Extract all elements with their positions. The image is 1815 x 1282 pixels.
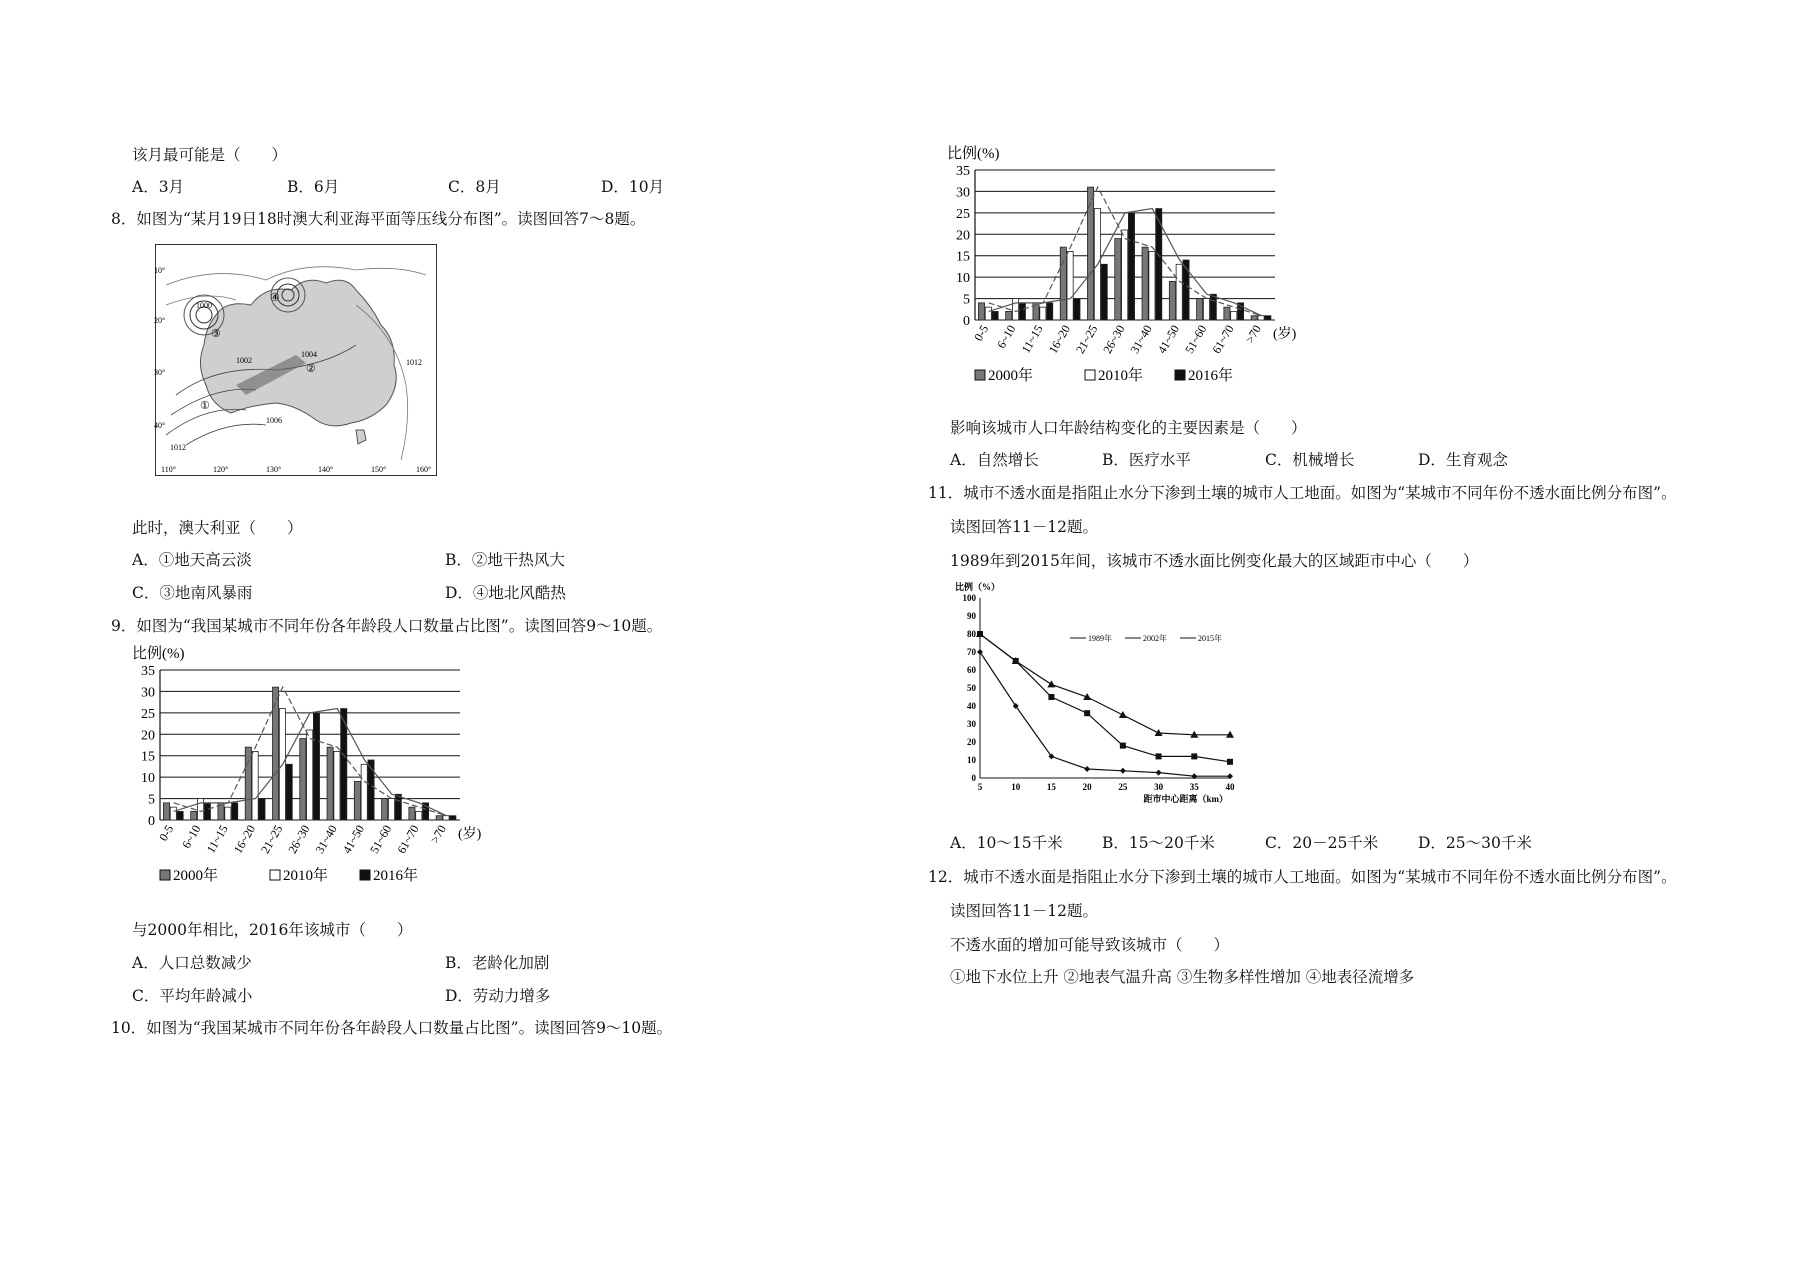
legend-swatch bbox=[975, 370, 985, 380]
data-point bbox=[1047, 680, 1055, 687]
x-tick-label: 11~15 bbox=[1018, 322, 1046, 356]
bar bbox=[300, 739, 306, 820]
bar bbox=[1019, 303, 1025, 320]
q8-option-b: B．②地干热风大 bbox=[445, 551, 565, 569]
impervious-surface-chart bbox=[955, 580, 1255, 810]
y-tick-label: 25 bbox=[141, 706, 155, 722]
bar bbox=[1115, 239, 1121, 320]
q7-option-a: A．3月 bbox=[132, 178, 185, 196]
isobar-label: 1002 bbox=[236, 356, 252, 365]
data-point bbox=[1156, 770, 1162, 776]
point-label-3: ③ bbox=[211, 328, 221, 340]
y-tick-label: 30 bbox=[956, 185, 970, 201]
bar bbox=[382, 799, 388, 820]
bar bbox=[1265, 316, 1271, 320]
data-point bbox=[1119, 711, 1127, 718]
lon-label: 150° bbox=[371, 465, 387, 474]
legend-swatch bbox=[1085, 370, 1095, 380]
x-tick-label: 41~50 bbox=[1154, 322, 1183, 356]
bar bbox=[1006, 311, 1012, 320]
point-label-1: ① bbox=[200, 400, 210, 412]
bar bbox=[1122, 230, 1128, 320]
bar bbox=[327, 747, 333, 820]
age-structure-chart-right bbox=[945, 140, 1315, 400]
q9-option-b: B．老龄化加剧 bbox=[445, 954, 550, 972]
bar bbox=[252, 751, 258, 820]
bar bbox=[1060, 247, 1066, 320]
bar bbox=[1258, 316, 1264, 320]
x-tick-label: 31~40 bbox=[312, 822, 340, 856]
bar bbox=[388, 799, 394, 820]
q11-stem: 1989年到2015年间，该城市不透水面比例变化最大的区域距市中心（ ） bbox=[950, 552, 1479, 570]
x-tick-label: 61~70 bbox=[394, 822, 422, 856]
legend-swatch bbox=[270, 870, 280, 880]
q8-option-d: D．④地北风酷热 bbox=[445, 584, 566, 602]
x-tick-label: 51~60 bbox=[367, 822, 395, 856]
bar bbox=[177, 811, 183, 820]
bar bbox=[1128, 213, 1134, 320]
x-tick-label: 10 bbox=[1011, 782, 1021, 792]
q10-option-a: A．自然增长 bbox=[950, 451, 1039, 469]
bar bbox=[416, 811, 422, 820]
isobar-map-svg bbox=[156, 245, 436, 475]
q8-title: 8．如图为“某月19日18时澳大利亚海平面等压线分布图”。读图回答7～8题。 bbox=[111, 210, 646, 228]
bar bbox=[1047, 303, 1053, 320]
bar bbox=[1176, 264, 1182, 320]
y-tick-label: 5 bbox=[963, 292, 970, 308]
bar bbox=[992, 311, 998, 320]
isobar-label: 1012 bbox=[406, 358, 422, 367]
bar bbox=[1169, 281, 1175, 320]
x-tick-label: 16~20 bbox=[1045, 322, 1074, 356]
data-point bbox=[1155, 729, 1163, 736]
isobar-map bbox=[155, 244, 437, 476]
y-axis-label: 比例（%） bbox=[955, 582, 1001, 592]
data-point bbox=[1120, 768, 1126, 774]
bar bbox=[334, 751, 340, 820]
y-tick-label: 15 bbox=[141, 749, 155, 765]
bar bbox=[978, 303, 984, 320]
bar bbox=[443, 816, 449, 820]
y-tick-label: 35 bbox=[956, 164, 970, 179]
x-axis-unit: (岁) bbox=[1273, 327, 1297, 342]
y-tick-label: 20 bbox=[141, 728, 155, 744]
q7-option-c: C．8月 bbox=[448, 178, 501, 196]
x-tick-label: 35 bbox=[1189, 782, 1199, 792]
bar bbox=[1101, 264, 1107, 320]
y-tick-label: 10 bbox=[967, 755, 976, 765]
bar bbox=[191, 811, 197, 820]
x-tick-label: 40 bbox=[1225, 782, 1235, 792]
q10-option-b: B．医疗水平 bbox=[1102, 451, 1191, 469]
bar bbox=[1040, 307, 1046, 320]
y-tick-label: 0 bbox=[963, 314, 970, 329]
x-tick-label: 15 bbox=[1046, 782, 1056, 792]
bar bbox=[1251, 316, 1257, 320]
q7-option-d: D．10月 bbox=[601, 178, 665, 196]
data-point bbox=[1227, 759, 1233, 765]
bar bbox=[409, 807, 415, 820]
legend-label: 2000年 bbox=[988, 368, 1034, 384]
legend-label: 2010年 bbox=[283, 868, 329, 884]
bar bbox=[307, 730, 313, 820]
x-tick-label: 6~10 bbox=[994, 322, 1019, 351]
bar bbox=[1231, 311, 1237, 320]
q12-stem: 不透水面的增加可能导致该城市（ ） bbox=[950, 936, 1230, 954]
lat-label: 10° bbox=[154, 266, 166, 275]
y-axis-label: 比例(%) bbox=[132, 646, 185, 662]
q11-option-b: B．15～20千米 bbox=[1102, 834, 1215, 852]
legend-label: 2002年 bbox=[1143, 634, 1167, 643]
x-tick-label: 21~25 bbox=[257, 822, 286, 856]
bar bbox=[361, 764, 367, 820]
q10-option-c: C．机械增长 bbox=[1265, 451, 1355, 469]
series-line bbox=[980, 634, 1230, 762]
legend-label: 2016年 bbox=[373, 868, 419, 884]
x-tick-label: 26~30 bbox=[1100, 322, 1128, 356]
y-tick-label: 0 bbox=[971, 773, 976, 783]
bar bbox=[225, 807, 231, 820]
y-tick-label: 80 bbox=[967, 629, 976, 639]
x-tick-label: 41~50 bbox=[339, 822, 368, 856]
bar bbox=[1142, 247, 1148, 320]
x-tick-label: 6~10 bbox=[179, 822, 204, 851]
bar bbox=[286, 764, 292, 820]
bar bbox=[1224, 307, 1230, 320]
lon-label: 120° bbox=[213, 465, 229, 474]
y-tick-label: 90 bbox=[967, 611, 976, 621]
q11-option-c: C．20－25千米 bbox=[1265, 834, 1379, 852]
point-label-4: ④ bbox=[270, 292, 280, 304]
lat-label: 40° bbox=[154, 421, 166, 430]
q9-option-c: C．平均年龄减小 bbox=[132, 987, 253, 1005]
legend-label: 2015年 bbox=[1198, 634, 1222, 643]
x-axis-unit: (岁) bbox=[458, 827, 482, 842]
x-tick-label: 30 bbox=[1154, 782, 1164, 792]
data-point bbox=[1084, 766, 1090, 772]
lon-label: 130° bbox=[266, 465, 282, 474]
y-axis-label: 比例(%) bbox=[947, 146, 1000, 162]
bar bbox=[436, 816, 442, 820]
legend-label: 2010年 bbox=[1098, 368, 1144, 384]
bar bbox=[1210, 294, 1216, 320]
isobar-label: 1006 bbox=[266, 416, 282, 425]
bar bbox=[985, 307, 991, 320]
data-point bbox=[1191, 753, 1197, 759]
lon-label: 140° bbox=[318, 465, 334, 474]
q9-option-a: A．人口总数减少 bbox=[132, 954, 252, 972]
x-tick-label: 21~25 bbox=[1072, 322, 1101, 356]
x-tick-label: 0-5 bbox=[971, 322, 992, 344]
q11-option-d: D．25～30千米 bbox=[1418, 834, 1532, 852]
x-tick-label: >70 bbox=[427, 822, 449, 846]
bar bbox=[1013, 299, 1019, 320]
x-tick-label: 20 bbox=[1082, 782, 1092, 792]
series-line bbox=[980, 634, 1230, 735]
y-tick-label: 60 bbox=[967, 665, 976, 675]
legend-label: 1989年 bbox=[1088, 634, 1112, 643]
bar bbox=[450, 816, 456, 820]
bar bbox=[354, 781, 360, 820]
isobar-label: 1004 bbox=[301, 350, 317, 359]
lat-label: 30° bbox=[154, 368, 166, 377]
bar bbox=[1149, 251, 1155, 320]
y-tick-label: 10 bbox=[141, 771, 155, 787]
y-tick-label: 25 bbox=[956, 206, 970, 222]
y-tick-label: 35 bbox=[141, 664, 155, 679]
x-tick-label: 31~40 bbox=[1127, 322, 1155, 356]
legend-swatch bbox=[160, 870, 170, 880]
isobar-label: 1000 bbox=[196, 301, 212, 310]
legend-label: 2000年 bbox=[173, 868, 219, 884]
point-label-2: ② bbox=[306, 363, 316, 375]
q10-stem: 影响该城市人口年龄结构变化的主要因素是（ ） bbox=[950, 419, 1307, 437]
bar bbox=[1074, 299, 1080, 320]
data-point bbox=[1120, 743, 1126, 749]
y-tick-label: 0 bbox=[148, 814, 155, 829]
lon-label: 160° bbox=[416, 465, 432, 474]
age-structure-chart-left bbox=[130, 640, 500, 900]
q11-title-line2: 读图回答11－12题。 bbox=[950, 518, 1098, 536]
y-tick-label: 5 bbox=[148, 792, 155, 808]
x-tick-label: 25 bbox=[1118, 782, 1128, 792]
x-tick-label: 26~30 bbox=[285, 822, 313, 856]
legend-swatch bbox=[360, 870, 370, 880]
q10-title: 10．如图为“我国某城市不同年份各年龄段人口数量占比图”。读图回答9～10题。 bbox=[111, 1019, 673, 1037]
y-tick-label: 40 bbox=[967, 701, 976, 711]
x-tick-label: 16~20 bbox=[230, 822, 259, 856]
q12-options: ①地下水位上升 ②地表气温升高 ③生物多样性增加 ④地表径流增多 bbox=[950, 968, 1415, 986]
bar bbox=[163, 803, 169, 820]
x-tick-label: 51~60 bbox=[1182, 322, 1210, 356]
q11-title-line1: 11．城市不透水面是指阻止水分下渗到土壤的城市人工地面。如图为“某城市不同年份不透水面比例分布图”。 bbox=[928, 484, 1677, 502]
bar bbox=[395, 794, 401, 820]
lat-label: 20° bbox=[154, 316, 166, 325]
data-point bbox=[1048, 694, 1054, 700]
q9-option-d: D．劳动力增多 bbox=[445, 987, 551, 1005]
y-tick-label: 70 bbox=[967, 647, 976, 657]
q11-option-a: A．10～15千米 bbox=[950, 834, 1063, 852]
y-tick-label: 15 bbox=[956, 249, 970, 265]
x-tick-label: 61~70 bbox=[1209, 322, 1237, 356]
q12-title-line2: 读图回答11－12题。 bbox=[950, 902, 1098, 920]
x-tick-label: >70 bbox=[1242, 322, 1264, 346]
bar bbox=[198, 799, 204, 820]
y-tick-label: 20 bbox=[967, 737, 976, 747]
x-axis-label: 距市中心距离（km） bbox=[1143, 794, 1228, 804]
isobar-label: 1012 bbox=[170, 443, 186, 452]
bar bbox=[259, 799, 265, 820]
bar bbox=[245, 747, 251, 820]
bar bbox=[204, 803, 210, 820]
q12-title-line1: 12．城市不透水面是指阻止水分下渗到土壤的城市人工地面。如图为“某城市不同年份不透水面比例分布图”。 bbox=[928, 868, 1677, 886]
x-tick-label: 11~15 bbox=[203, 822, 231, 856]
bar bbox=[170, 807, 176, 820]
y-tick-label: 30 bbox=[141, 685, 155, 701]
q7-option-b: B．6月 bbox=[287, 178, 340, 196]
y-tick-label: 50 bbox=[967, 683, 976, 693]
x-tick-label: 5 bbox=[977, 782, 983, 792]
bar bbox=[1197, 299, 1203, 320]
q8-stem: 此时，澳大利亚（ ） bbox=[132, 519, 303, 537]
bar bbox=[1203, 299, 1209, 320]
bar bbox=[313, 713, 319, 820]
lon-label: 110° bbox=[161, 465, 176, 474]
y-tick-label: 30 bbox=[967, 719, 976, 729]
y-tick-label: 20 bbox=[956, 228, 970, 244]
data-point bbox=[1084, 710, 1090, 716]
q10-option-d: D．生育观念 bbox=[1418, 451, 1508, 469]
bar bbox=[232, 803, 238, 820]
q9-title: 9．如图为“我国某城市不同年份各年龄段人口数量占比图”。读图回答9～10题。 bbox=[111, 617, 663, 635]
y-tick-label: 10 bbox=[956, 271, 970, 287]
q8-option-c: C．③地南风暴雨 bbox=[132, 584, 253, 602]
legend-swatch bbox=[1175, 370, 1185, 380]
q7-stem: 该月最可能是（ ） bbox=[132, 146, 288, 164]
q9-stem: 与2000年相比，2016年该城市（ ） bbox=[132, 921, 413, 939]
legend-label: 2016年 bbox=[1188, 368, 1234, 384]
y-tick-label: 100 bbox=[962, 593, 976, 603]
bar bbox=[1067, 251, 1073, 320]
data-point bbox=[1156, 753, 1162, 759]
q8-option-a: A．①地天高云淡 bbox=[132, 551, 252, 569]
x-tick-label: 0-5 bbox=[156, 822, 177, 844]
